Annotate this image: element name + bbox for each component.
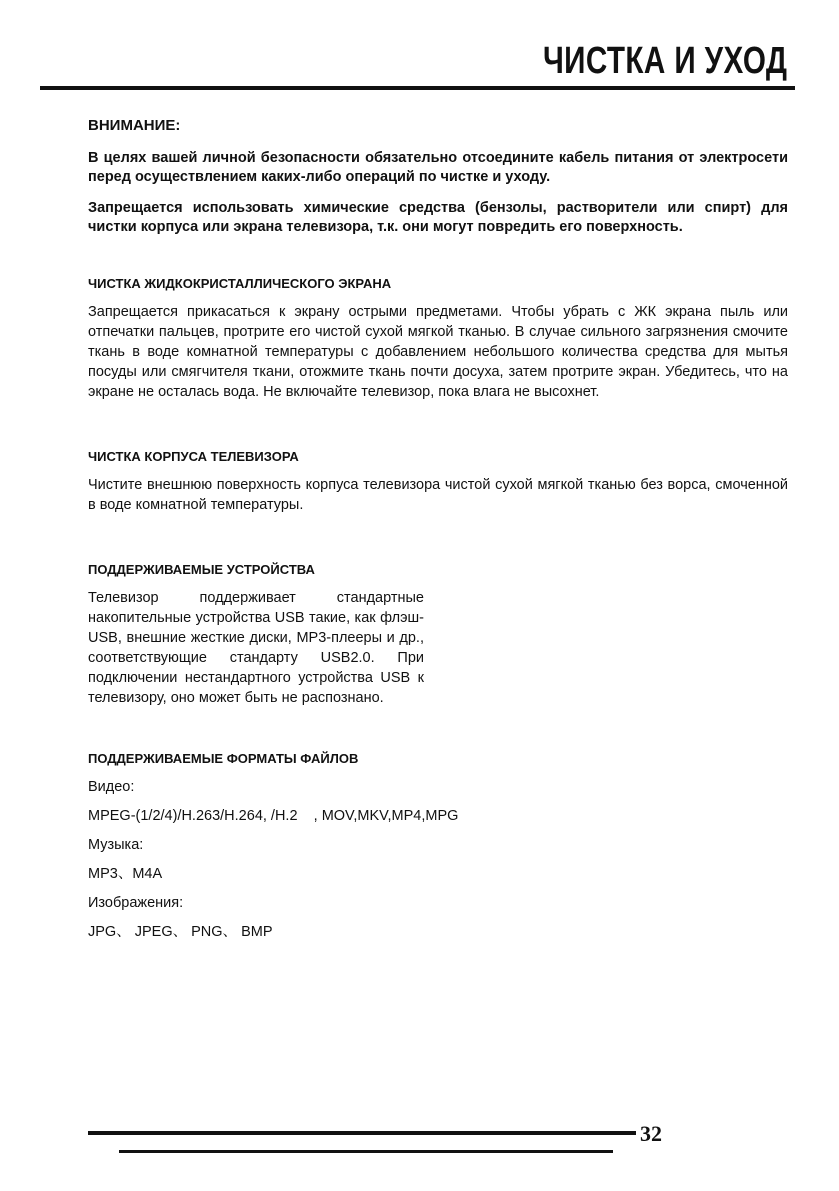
page-number: 32 [640,1121,662,1146]
image-formats: JPG、 JPEG、 PNG、 BMP [88,924,273,940]
warning-power-paragraph: В целях вашей личной безопасности обязательно отсоедините кабель питания от электросети перед осуществлением каких-либо операций по чистке и уходу. [88,150,788,185]
section-text: Запрещается прикасаться к экрану острыми предметами. Чтобы убрать с ЖК экрана пыль или отпечатки пальцев, протрите его чистой сухой мягкой тканью. В случае сильного загрязнения смочите ткань в воде комнатной температуры с добавлением небольшого количества средства для мытья посуды или смягчителя ткани, отожмите ткань почти досуха, затем протрите экран. Убедитесь, что на экране не осталась вода. Не включайте телевизор, пока влага не высохнет. [88,304,788,400]
footer-divider [88,1131,636,1135]
section-text: Чистите внешнюю поверхность корпуса телевизора чистой сухой мягкой тканью без ворса, смоченной в воде комнатной температуры. [88,477,788,513]
warning-heading: ВНИМАНИЕ: [88,117,181,134]
section-heading: ПОДДЕРЖИВАЕМЫЕ УСТРОЙСТВА [88,562,315,577]
music-formats: MP3、M4A [88,866,163,882]
page-title: ЧИСТКА И УХОД [542,40,787,82]
image-label: Изображения: [88,895,184,911]
warning-chemicals-paragraph: Запрещается использовать химические средства (бензолы, растворители или спирт) для чистки корпуса или экрана телевизора, т.к. они могут повредить его поверхность. [88,200,788,235]
section-heading: ЧИСТКА ЖИДКОКРИСТАЛЛИЧЕСКОГО ЭКРАНА [88,276,392,291]
section-heading: ПОДДЕРЖИВАЕМЫЕ ФОРМАТЫ ФАЙЛОВ [88,751,359,766]
section-supported-formats [88,750,788,942]
section-case-cleaning [88,448,788,515]
section-lcd-cleaning [88,275,788,402]
video-formats: MPEG-(1/2/4)/H.263/H.264, /H.2 , MOV,MKV,MP4,MPG [88,808,459,824]
section-text: Телевизор поддерживает стандартные накопительные устройства USB такие, как флэш-USB, внешние жесткие диски, MP3-плееры и др., соответствующие стандарту USB2.0. При подключении нестандартного устройства USB к телевизору, оно может быть не распознано. [88,590,424,706]
video-label: Видео: [88,779,135,795]
warning-block [88,116,788,237]
footer-divider-secondary [119,1150,613,1153]
page-content [88,116,788,951]
section-heading: ЧИСТКА КОРПУСА ТЕЛЕВИЗОРА [88,449,299,464]
section-supported-devices [88,561,788,708]
title-divider [40,86,795,90]
music-label: Музыка: [88,837,144,853]
